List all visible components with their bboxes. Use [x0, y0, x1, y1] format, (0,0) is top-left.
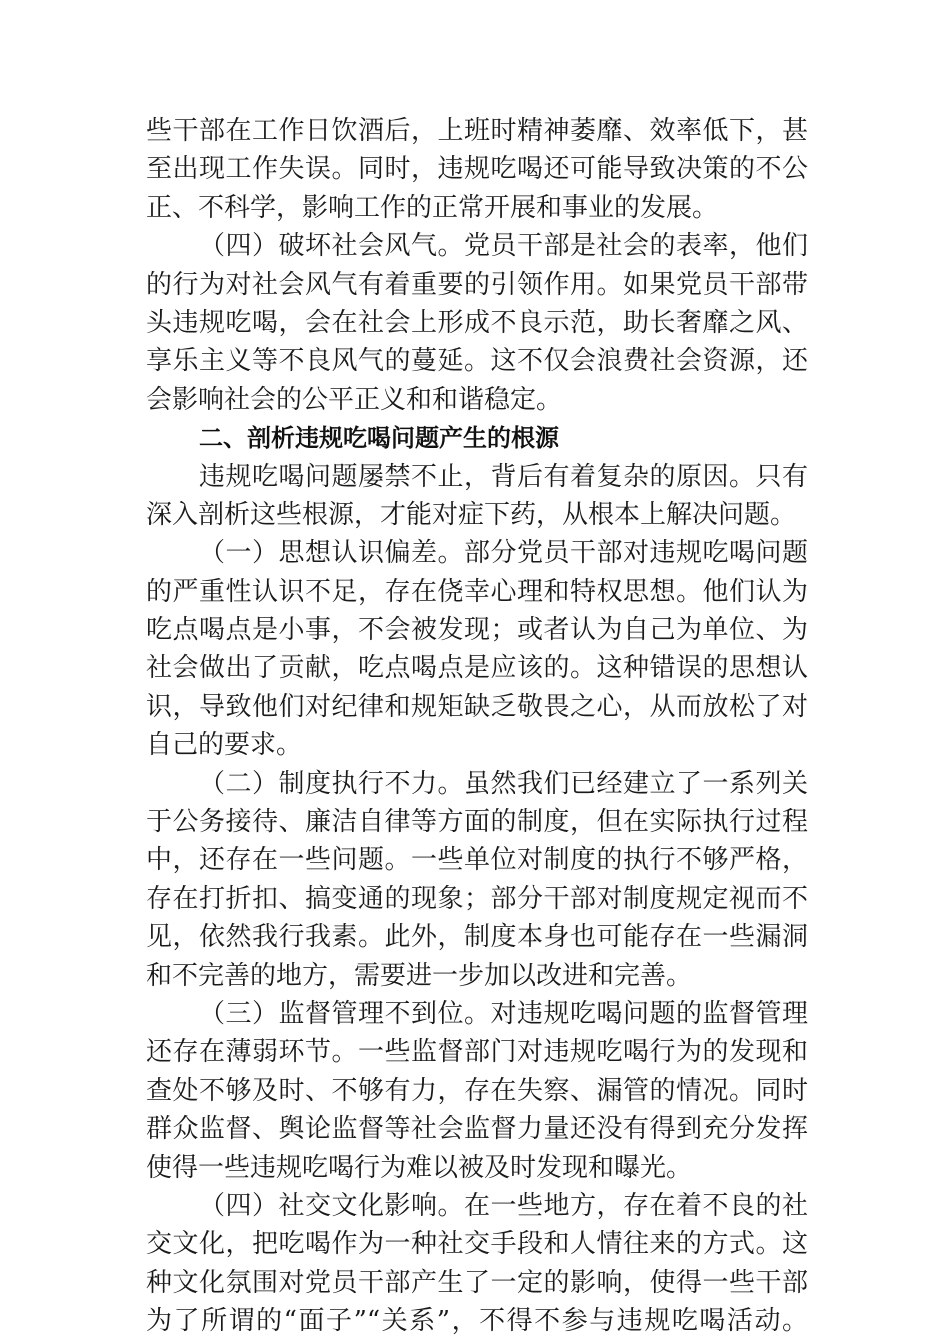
text-line: 和不完善的地方，需要进一步加以改进和完善。 — [146, 960, 693, 991]
text-line: 交文化，把吃喝作为一种社交手段和人情往来的方式。这 — [146, 1229, 808, 1260]
text-line: 识，导致他们对纪律和规矩缺乏敬畏之心，从而放松了对 — [146, 691, 808, 722]
text-line: 查处不够及时、不够有力，存在失察、漏管的情况。同时 — [146, 1075, 808, 1106]
text-line: （四）社交文化影响。在一些地方，存在着不良的社 — [199, 1190, 808, 1221]
paragraph-continuation — [146, 112, 808, 227]
text-line: 深入剖析这些根源，才能对症下药，从根本上解决问题。 — [146, 499, 797, 530]
text-line: 吃点喝点是小事，不会被发现；或者认为自己为单位、为 — [146, 615, 808, 646]
text-line: 的行为对社会风气有着重要的引领作用。如果党员干部带 — [146, 269, 808, 300]
text-line: 违规吃喝问题屡禁不止，背后有着复杂的原因。只有 — [199, 461, 808, 492]
paragraph-ideological-deviation — [146, 534, 808, 764]
paragraph-root-causes-intro — [146, 458, 808, 535]
text-line: 种文化氛围对党员干部产生了一定的影响，使得一些干部 — [146, 1267, 808, 1298]
text-line: 正、不科学，影响工作的正常开展和事业的发展。 — [146, 192, 719, 223]
text-line: 些干部在工作日饮酒后，上班时精神萎靡、效率低下，甚 — [146, 116, 808, 146]
text-line: （二）制度执行不力。虽然我们已经建立了一系列关 — [199, 768, 808, 799]
text-line: 社会做出了贡献，吃点喝点是应该的。这种错误的思想认 — [146, 653, 808, 684]
document-body — [146, 112, 808, 1341]
text-line: 见，依然我行我素。此外，制度本身也可能存在一些漏洞 — [146, 922, 808, 953]
text-line: 还存在薄弱环节。一些监督部门对违规吃喝行为的发现和 — [146, 1037, 808, 1068]
text-line: （四）破坏社会风气。党员干部是社会的表率，他们 — [199, 231, 808, 262]
text-line: 会影响社会的公平正义和和谐稳定。 — [146, 384, 563, 415]
paragraph-weak-enforcement — [146, 765, 808, 995]
text-line: 头违规吃喝，会在社会上形成不良示范，助长奢靡之风、 — [146, 307, 808, 338]
text-line: 中，还存在一些问题。一些单位对制度的执行不够严格， — [146, 845, 808, 876]
text-line: 享乐主义等不良风气的蔓延。这不仅会浪费社会资源，还 — [146, 346, 808, 377]
text-line: 群众监督、舆论监督等社会监督力量还没有得到充分发挥 — [146, 1114, 808, 1145]
text-line: 存在打折扣、搞变通的现象；部分干部对制度规定视而不 — [146, 883, 808, 914]
text-line: 为了所谓的“面子”“关系”，不得不参与违规吃喝活动。 — [146, 1306, 808, 1337]
text-line: 使得一些违规吃喝行为难以被及时发现和曝光。 — [146, 1152, 693, 1183]
text-line: （三）监督管理不到位。对违规吃喝问题的监督管理 — [199, 998, 808, 1029]
text-line: 自己的要求。 — [146, 730, 303, 761]
paragraph-damage-social-atmosphere — [146, 227, 808, 419]
section-heading: 二、剖析违规吃喝问题产生的根源 — [199, 424, 559, 453]
text-line: 于公务接待、廉洁自律等方面的制度，但在实际执行过程 — [146, 807, 808, 838]
paragraph-inadequate-supervision — [146, 995, 808, 1187]
text-line: 至出现工作失误。同时，违规吃喝还可能导致决策的不公 — [146, 154, 808, 185]
text-line: （一）思想认识偏差。部分党员干部对违规吃喝问题 — [199, 538, 808, 569]
text-line: 的严重性认识不足，存在侥幸心理和特权思想。他们认为 — [146, 576, 808, 607]
paragraph-social-culture-influence — [146, 1187, 808, 1341]
